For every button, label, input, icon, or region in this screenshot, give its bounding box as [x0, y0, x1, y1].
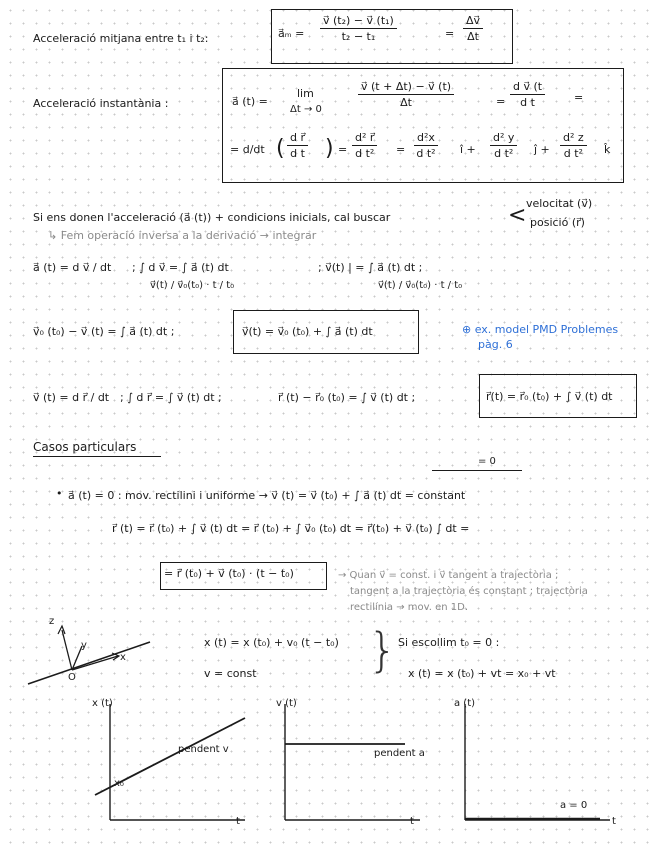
- d2y-denominator: d t²: [494, 147, 514, 160]
- axis-label-y: y: [81, 640, 87, 651]
- choice-velocity: velocitat (v⃗): [526, 197, 593, 210]
- acceleration-graph-xlabel: t: [612, 816, 616, 827]
- bullet: •: [56, 487, 63, 500]
- velocity-graph-slope: pendent a: [374, 748, 425, 759]
- dv-denominator: d t: [520, 96, 535, 109]
- limit-numerator: v⃗ (t + Δt) − v⃗ (t): [358, 80, 454, 95]
- acceleration-graph-value: a = 0: [560, 800, 588, 811]
- integral-zero-label: = 0: [478, 456, 496, 467]
- choice-position: posició (r⃗): [530, 216, 585, 229]
- mean-acceleration-lhs: a⃗ₘ =: [278, 27, 305, 40]
- axis-label-x: x: [120, 652, 126, 663]
- trajectory-line: [28, 642, 150, 684]
- particular-cases-title: Casos particulars: [33, 440, 137, 454]
- z-axis-arrow-icon: [58, 626, 65, 634]
- position-result: r⃗(t) = r⃗₀ (t₀) + ∫ v⃗ (t) dt: [486, 390, 613, 403]
- problem-reference-page: pàg. 6: [478, 338, 513, 351]
- velocity-graph: [270, 700, 430, 830]
- limit-denominator: Δt: [400, 96, 412, 109]
- instant-acceleration-lhs: a⃗ (t) =: [232, 95, 268, 108]
- position-integration-line: r⃗ (t) = r⃗ (t₀) + ∫ v⃗ (t) dt = r⃗ (t₀) + ∫ v⃗₀ (t₀) dt = r⃗(t₀) + v⃗ (t₀) ∫ dt =: [112, 522, 470, 535]
- acceleration-graph-ylabel: a (t): [454, 698, 476, 709]
- d2x-numerator: d²x: [414, 131, 438, 146]
- d2z-fraction: [560, 131, 587, 160]
- integral-dv-limits: v⃗(t) / v⃗₀(t₀) · t / t₀: [150, 280, 235, 291]
- position-graph-intercept: x₀: [114, 778, 124, 789]
- integral-dr: ; ∫ d r⃗ = ∫ v⃗ (t) dt ;: [120, 391, 222, 404]
- uniform-position-result: = r⃗ (t₀) + v⃗ (t₀) · (t − t₀): [164, 567, 294, 580]
- close-paren: ): [325, 136, 334, 161]
- limit-fraction: [358, 80, 454, 109]
- position-graph: [95, 700, 255, 830]
- mean-acceleration-numerator: v⃗ (t₂) − v⃗ (t₁): [320, 14, 397, 29]
- velocity-evaluated-limits: v⃗(t) / v⃗₀(t₀) · t / t₀: [378, 280, 463, 291]
- limit-subscript: Δt → 0: [290, 104, 322, 115]
- axis-label-origin: O: [68, 672, 76, 683]
- dr-denominator: d t: [290, 147, 305, 160]
- x-axis: [72, 656, 118, 670]
- velocity-graph-xlabel: t: [410, 816, 414, 827]
- position-graph-xlabel: t: [236, 816, 240, 827]
- equals-1: =: [496, 95, 506, 108]
- mean-acceleration-equals: =: [445, 27, 455, 40]
- integration-intro: Si ens donen l'acceleració (a⃗ (t)) + condicions inicials, cal buscar: [33, 211, 391, 224]
- z-axis: [62, 630, 72, 670]
- dr-numerator: d r⃗: [287, 131, 308, 146]
- tangent-note-3: rectilínia → mov. en 1D.: [350, 602, 469, 613]
- delta-denominator: Δt: [467, 30, 479, 43]
- d2z-denominator: d t²: [563, 147, 583, 160]
- axes-sketch: [24, 612, 154, 692]
- instant-acceleration-label: Acceleració instantània :: [33, 97, 169, 110]
- d2x-denominator: d t²: [416, 147, 436, 160]
- mean-acceleration-label: Acceleració mitjana entre t₁ i t₂:: [33, 32, 209, 45]
- dv-numerator: d v⃗ (t: [510, 80, 545, 95]
- a-equals-dvdt: a⃗ (t) = d v⃗ / dt: [33, 261, 112, 274]
- line2-start: = d/dt: [230, 143, 265, 156]
- title-underline: [33, 456, 161, 457]
- problem-reference-note: ⊕ ex. model PMD Problemes: [462, 323, 619, 336]
- v-equals-drdt: v⃗ (t) = d r⃗ / dt: [33, 391, 110, 404]
- axis-label-z: z: [49, 616, 55, 627]
- tangent-note-1: → Quan v⃗ = const. i v⃗ tangent a trajectòria ;: [338, 570, 559, 581]
- limit-word: lim: [297, 87, 314, 100]
- choice-brace: <: [508, 203, 527, 228]
- equals-4: =: [396, 143, 406, 156]
- position-graph-slope: pendent v: [178, 744, 229, 755]
- dv-dt-fraction: [510, 80, 545, 109]
- tangent-note-2: tangent a la trajectòria és constant ; trajectòria: [350, 586, 588, 597]
- open-paren: (: [276, 136, 285, 161]
- acceleration-graph: [450, 700, 620, 830]
- d2y-numerator: d² y: [490, 131, 517, 146]
- d2r-numerator: d² r⃗: [352, 131, 377, 146]
- d2z-numerator: d² z: [560, 131, 587, 146]
- integral-dv: ; ∫ d v⃗ = ∫ a⃗ (t) dt: [132, 261, 229, 274]
- velocity-result: v⃗(t) = v⃗₀ (t₀) + ∫ a⃗ (t) dt: [242, 325, 373, 338]
- uniform-motion-line: a⃗ (t) = 0 : mov. rectilini i uniforme → v⃗ (t) = v⃗ (t₀) + ∫ a⃗ (t) dt = constant: [68, 489, 466, 502]
- velocity-difference: v⃗₀ (t₀) − v⃗ (t) = ∫ a⃗ (t) dt ;: [33, 325, 175, 338]
- d2x-fraction: [414, 131, 438, 160]
- velocity-constant: v = const: [204, 667, 257, 680]
- equals-3: =: [338, 143, 348, 156]
- d2r-fraction: [352, 131, 377, 160]
- velocity-graph-ylabel: v (t): [276, 698, 297, 709]
- j-hat: ĵ +: [534, 143, 550, 156]
- i-hat: î +: [460, 143, 476, 156]
- d2y-fraction: [490, 131, 517, 160]
- integral-zero-bar: [432, 470, 522, 471]
- x-position-equation: x (t) = x (t₀) + v₀ (t − t₀): [204, 636, 339, 649]
- d2r-denominator: d t²: [355, 147, 375, 160]
- x-position-simplified: x (t) = x (t₀) + vt = x₀ + vt: [408, 667, 556, 680]
- dr-dt-fraction: [287, 131, 308, 160]
- system-brace: }: [368, 623, 398, 677]
- position-difference: r⃗ (t) − r⃗₀ (t₀) = ∫ v⃗ (t) dt ;: [278, 391, 416, 404]
- mean-acceleration-denominator: t₂ − t₁: [341, 30, 376, 43]
- inverse-operation-note: ↳ Fem operació inversa a la derivació → integrar: [48, 229, 317, 242]
- velocity-evaluated: ; v⃗(t) | = ∫ a⃗ (t) dt ;: [318, 261, 423, 274]
- k-hat: k̂: [604, 143, 611, 156]
- equals-2: =: [574, 91, 584, 104]
- mean-acceleration-fraction: [320, 14, 397, 43]
- delta-numerator: Δv⃗: [463, 14, 483, 29]
- delta-fraction: [463, 14, 483, 43]
- choose-t0-zero: Si escollim t₀ = 0 :: [398, 636, 500, 649]
- position-graph-ylabel: x (t): [92, 698, 113, 709]
